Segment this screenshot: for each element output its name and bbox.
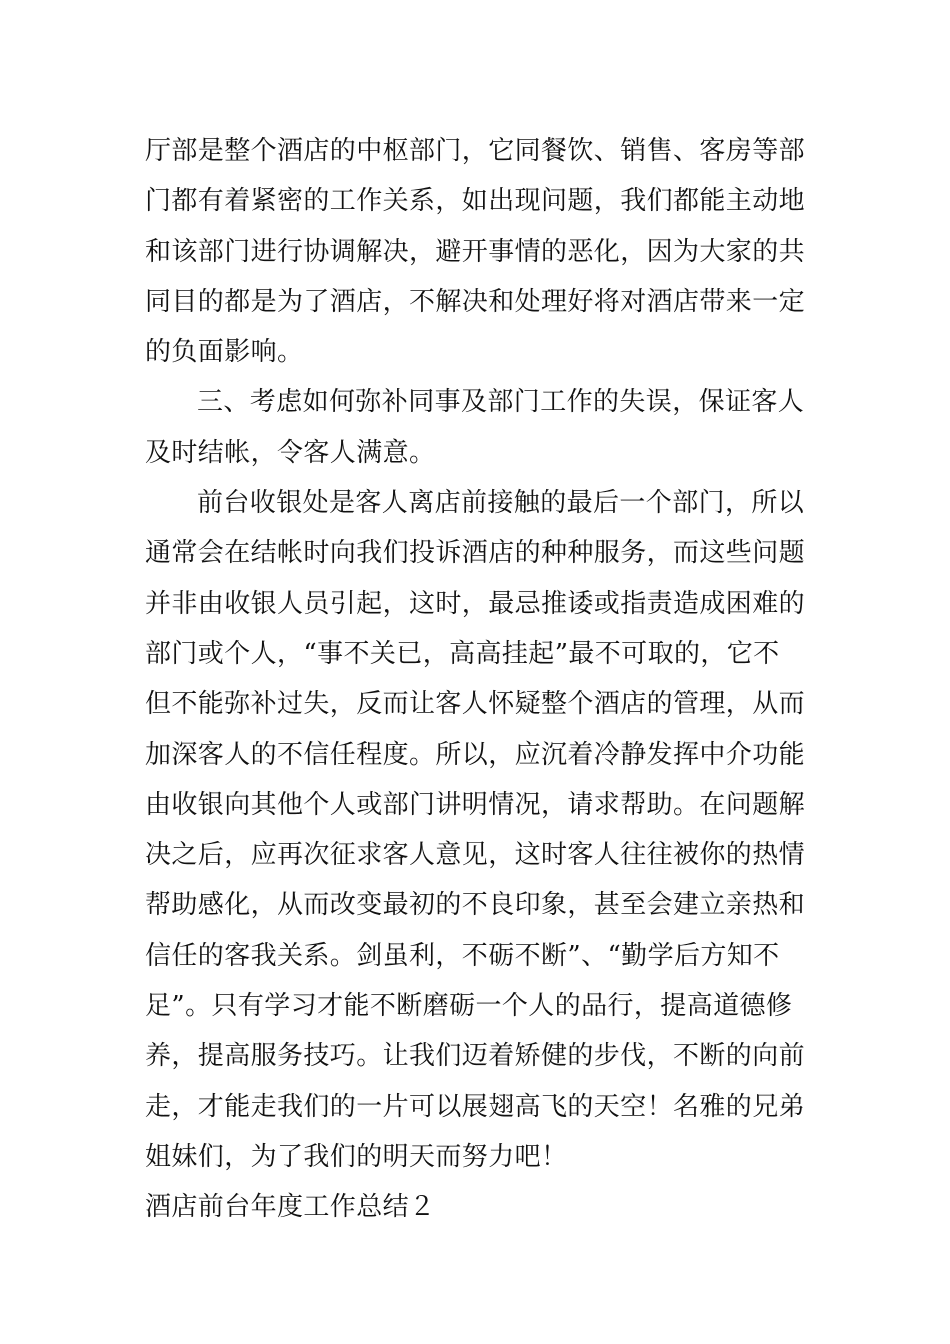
text-line: 足”。只有学习才能不断磨砺一个人的品行，提高道德修 (145, 991, 793, 1022)
text-line: 部门或个人，“事不关已，高高挂起”最不可取的，它不 (145, 638, 780, 669)
text-line: 和该部门进行协调解决，避开事情的恶化，因为大家的共 (145, 236, 806, 267)
text-line: 厅部是整个酒店的中枢部门，它同餐饮、销售、客房等部 (145, 136, 806, 166)
text-line: 决之后，应再次征求客人意见，这时客人往往被你的热情 (145, 840, 806, 871)
text-line: 由收银向其他个人或部门讲明情况，请求帮助。在问题解 (145, 789, 806, 820)
text-line: 门都有着紧密的工作关系，如出现问题，我们都能主动地 (145, 186, 806, 217)
text-line: 帮助感化，从而改变最初的不良印象，甚至会建立亲热和 (145, 890, 806, 921)
text-line: 并非由收银人员引起，这时，最忌推诿或指责造成困难的 (145, 588, 806, 619)
text-line: 养，提高服务技巧。让我们迈着矫健的步伐，不断的向前 (145, 1041, 806, 1072)
text-line: 同目的都是为了酒店，不解决和处理好将对酒店带来一定 (145, 286, 806, 317)
text-line: 及时结帐，令客人满意。 (145, 437, 436, 468)
paragraph-3 (145, 478, 810, 1182)
paragraph-1 (145, 126, 810, 377)
section-title: 酒店前台年度工作总结２ (145, 1192, 436, 1223)
text-line: 信任的客我关系。剑虽利，不砺不断”、“勤学后方知不 (145, 940, 780, 971)
text-line: 姐妹们，为了我们的明天而努力吧！ (145, 1141, 568, 1172)
text-line: 的负面影响。 (145, 337, 304, 368)
text-line: 三、考虑如何弥补同事及部门工作的失误，保证客人 (197, 387, 805, 418)
text-line: 加深客人的不信任程度。所以，应沉着冷静发挥中介功能 (145, 739, 806, 770)
text-line: 但不能弥补过失，反而让客人怀疑整个酒店的管理，从而 (145, 689, 806, 720)
text-line: 走，才能走我们的一片可以展翅高飞的天空！名雅的兄弟 (145, 1091, 806, 1122)
text-line: 通常会在结帐时向我们投诉酒店的种种服务，而这些问题 (145, 538, 806, 569)
paragraph-2 (145, 377, 810, 478)
text-line: 前台收银处是客人离店前接触的最后一个部门，所以 (197, 488, 805, 519)
document-body (145, 126, 810, 1233)
